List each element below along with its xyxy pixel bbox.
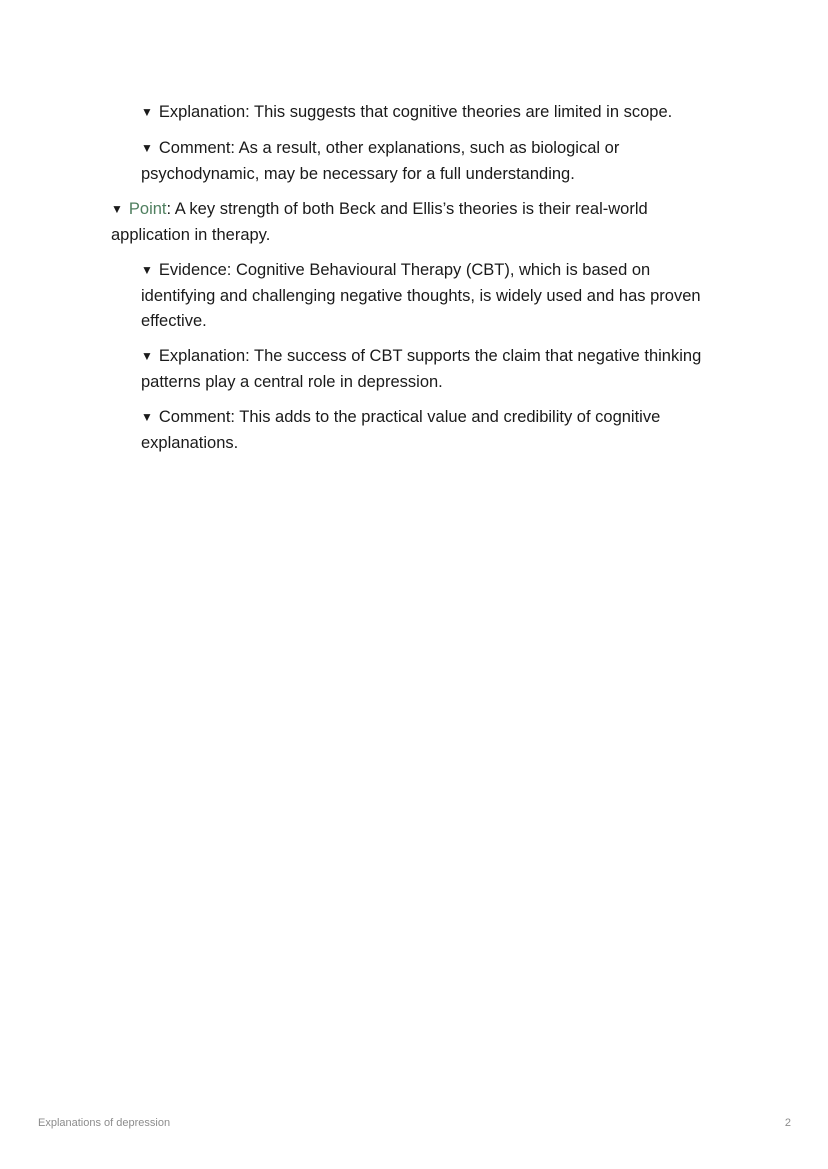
toggle-text: : A key strength of both Beck and Ellis’s theories is their real-world application in therapy. [111,200,648,244]
toggle-triangle-icon[interactable]: ▼ [141,349,153,363]
toggle-label: Evidence [158,261,227,279]
toggle-text: : As a result, other explanations, such as biological or psychodynamic, may be necessary for a full understanding. [141,139,620,183]
toggle-point[interactable] [111,197,721,248]
toggle-evidence[interactable] [141,258,721,334]
toggle-triangle-icon[interactable]: ▼ [141,263,153,277]
footer-document-title: Explanations of depression [38,1117,171,1129]
toggle-triangle-icon[interactable]: ▼ [141,105,153,119]
toggle-triangle-icon[interactable]: ▼ [111,202,123,216]
toggle-label: Comment [158,408,231,426]
toggle-explanation[interactable] [141,100,721,126]
point-label: Point [128,200,167,218]
toggle-comment[interactable] [141,136,721,187]
toggle-label: Explanation [158,347,246,365]
toggle-comment[interactable] [141,405,721,456]
toggle-triangle-icon[interactable]: ▼ [141,141,153,155]
toggle-text: : This adds to the practical value and credibility of cognitive explanations. [141,408,661,452]
document-content [111,100,721,466]
toggle-label: Explanation [158,103,246,121]
toggle-explanation[interactable] [141,344,721,395]
toggle-text: : The success of CBT supports the claim that negative thinking patterns play a central role in depression. [141,347,702,391]
footer-page-number: 2 [784,1117,791,1129]
toggle-label: Comment [158,139,231,157]
toggle-triangle-icon[interactable]: ▼ [141,410,153,424]
toggle-text: : Cognitive Behavioural Therapy (CBT), which is based on identifying and challenging negative thoughts, is widely used and has proven effective. [141,261,701,330]
toggle-text: : This suggests that cognitive theories are limited in scope. [245,103,673,121]
